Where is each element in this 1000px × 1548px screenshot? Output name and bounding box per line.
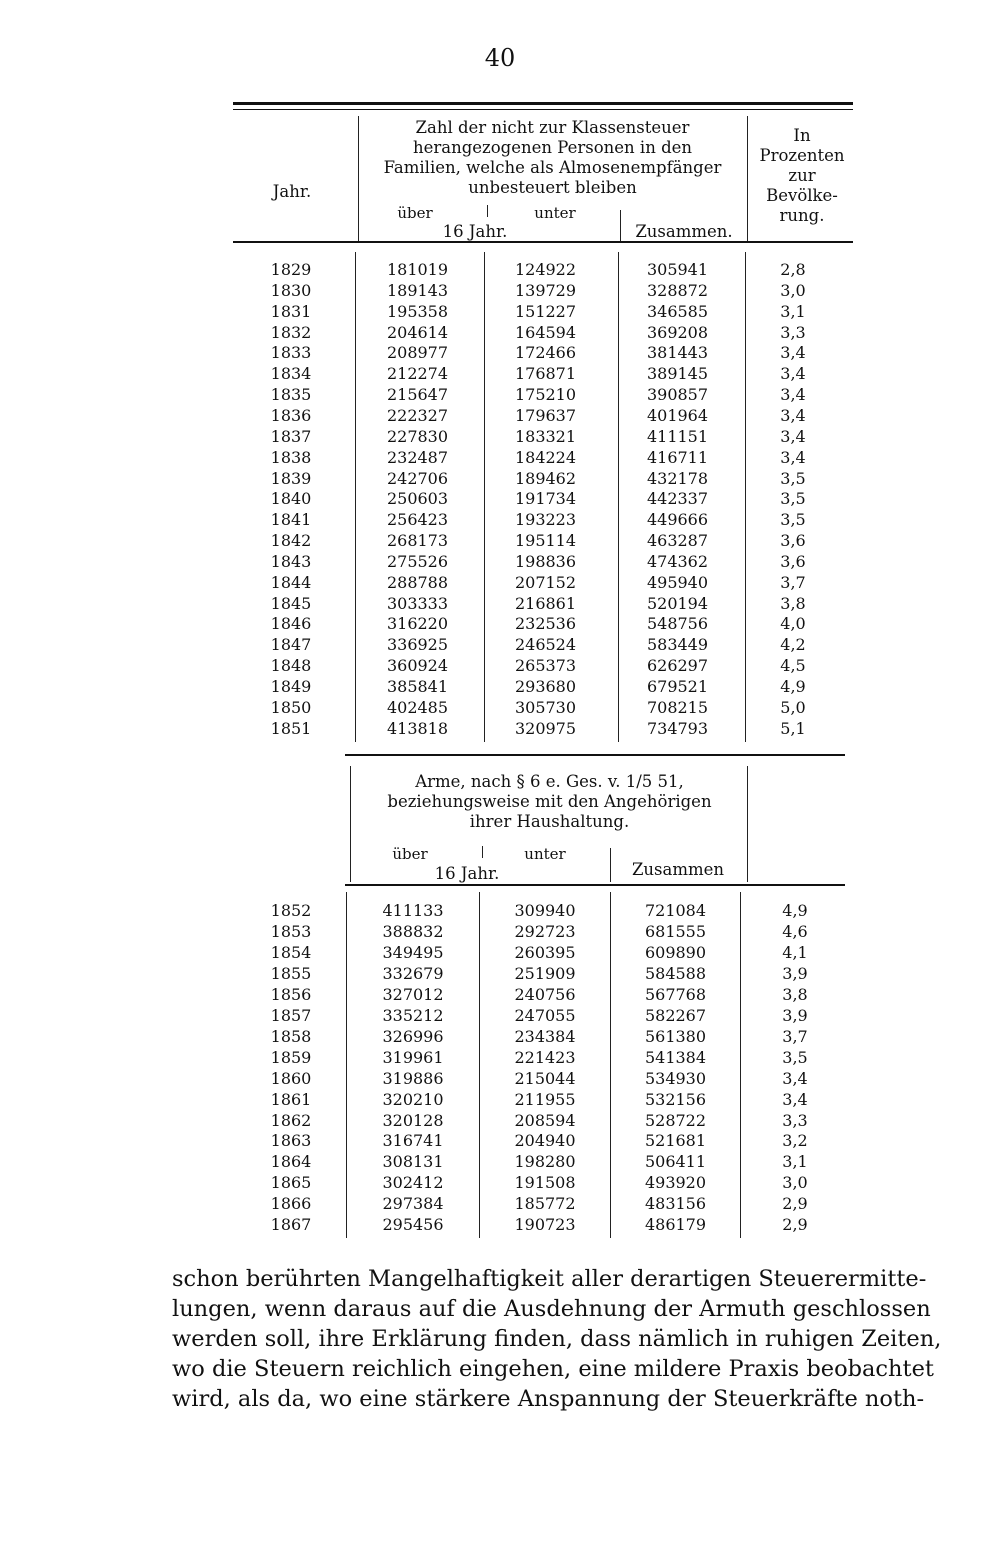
table1-pct-cell: 3,4 xyxy=(780,364,806,384)
table1-pct-cell: 3,1 xyxy=(780,301,806,321)
table2-year-cell: 1862 xyxy=(270,1110,312,1130)
table1-under-cell: 305730 xyxy=(514,697,577,717)
table2-pct-cell: 3,0 xyxy=(782,1173,808,1193)
table2-pct-cell: 2,9 xyxy=(782,1194,808,1214)
table2-over-cell: 388832 xyxy=(382,921,444,941)
table2-under-cell: 221423 xyxy=(514,1047,576,1067)
table1-year-cell: 1830 xyxy=(270,280,312,300)
table1-over-cell: 189143 xyxy=(386,280,449,300)
table1-divider xyxy=(620,210,621,241)
table1-under-cell: 293680 xyxy=(514,677,577,696)
table1-year-cell: 1843 xyxy=(270,551,312,571)
table1-year-cell: 1829 xyxy=(270,260,312,279)
table2-under-cell: 198280 xyxy=(514,1152,576,1172)
table1-total-cell: 679521 xyxy=(646,677,709,696)
table1-total-cell: 442337 xyxy=(646,489,709,509)
table1-over-cell: 250603 xyxy=(386,489,449,509)
table1-year-cell: 1848 xyxy=(270,656,312,676)
table1-total-cell: 389145 xyxy=(646,364,709,384)
table1-pct-header-line: zur xyxy=(788,166,816,185)
table2-year-cell: 1858 xyxy=(270,1026,312,1046)
table1-pct-cell: 3,3 xyxy=(780,322,806,342)
table2-under-cell: 292723 xyxy=(514,921,576,941)
table2-over-cell: 319886 xyxy=(382,1068,444,1088)
table2-total-cell: 681555 xyxy=(644,921,707,941)
table1-divider xyxy=(355,252,356,742)
table2-year-cell: 1855 xyxy=(270,963,312,983)
page-number: 40 xyxy=(484,44,516,72)
table2-pct-cell: 2,9 xyxy=(782,1215,808,1235)
table2-over-cell: 335212 xyxy=(382,1005,444,1025)
table1-total-cell: 548756 xyxy=(646,614,709,634)
table1-under-cell: 195114 xyxy=(514,531,577,551)
table1-pct-cell: 3,4 xyxy=(780,426,806,446)
table1-under-cell: 198836 xyxy=(514,551,577,571)
table1-over-cell: 195358 xyxy=(386,301,449,321)
table1-year-cell: 1835 xyxy=(270,385,312,405)
table1-pct-cell: 4,9 xyxy=(780,677,806,696)
table1-year-cell: 1842 xyxy=(270,531,312,551)
table1-over-cell: 256423 xyxy=(386,510,449,530)
table2-under-cell: 191508 xyxy=(514,1173,576,1193)
table1-top-rule-thin xyxy=(233,109,853,110)
table2-over-cell: 319961 xyxy=(382,1047,444,1067)
table1-sub-total: Zusammen. xyxy=(635,222,733,241)
table2-total-cell: 721084 xyxy=(644,901,707,920)
table2-pct-cell: 4,9 xyxy=(782,901,808,920)
table1-total-cell: 416711 xyxy=(646,447,709,467)
table1-total-cell: 449666 xyxy=(646,510,709,530)
table1-over-cell: 360924 xyxy=(386,656,449,676)
table2-year-cell: 1856 xyxy=(270,984,312,1004)
table2-over-cell: 411133 xyxy=(382,901,444,920)
table2-pct-cell: 3,4 xyxy=(782,1089,808,1109)
table1-under-cell: 232536 xyxy=(514,614,577,634)
table2-under-cell: 190723 xyxy=(514,1215,576,1235)
table2-year-cell: 1860 xyxy=(270,1068,312,1088)
table1-pct-cell: 3,4 xyxy=(780,343,806,363)
table1-over-cell: 232487 xyxy=(386,447,449,467)
table1-over-cell: 288788 xyxy=(386,572,449,592)
table1-year-cell: 1847 xyxy=(270,635,312,655)
table1-pct-cell: 3,6 xyxy=(780,531,806,551)
table1-pct-cell: 3,8 xyxy=(780,593,806,613)
table2-divider xyxy=(740,892,741,1238)
table1-year-cell: 1834 xyxy=(270,364,312,384)
table1-over-cell: 336925 xyxy=(386,635,449,655)
table2-pct-cell: 3,9 xyxy=(782,963,808,983)
table2-total-cell: 534930 xyxy=(644,1068,707,1088)
table2-total-cell: 528722 xyxy=(644,1110,707,1130)
table2-year-cell: 1861 xyxy=(270,1089,312,1109)
body-line: werden soll, ihre Erklärung finden, dass nämlich in ruhigen Zeiten, xyxy=(172,1326,942,1352)
table1-pct-cell: 4,2 xyxy=(780,635,806,655)
table2-divider xyxy=(350,766,351,882)
table1-under-cell: 191734 xyxy=(514,489,577,509)
table2-total-cell: 561380 xyxy=(644,1026,707,1046)
table1-sub-under: unter xyxy=(534,204,576,222)
table1-total-cell: 328872 xyxy=(646,280,709,300)
table2-year-cell: 1859 xyxy=(270,1047,312,1067)
table1-year-cell: 1839 xyxy=(270,468,312,488)
table1-under-cell: 164594 xyxy=(514,322,577,342)
table1-over-cell: 385841 xyxy=(386,677,449,696)
table2-divider xyxy=(610,848,611,882)
table1-main-header-line: Zahl der nicht zur Klassensteuer xyxy=(415,118,690,137)
table1-under-cell: 124922 xyxy=(514,260,577,279)
table1-under-cell: 151227 xyxy=(514,301,577,321)
table2-pct-cell: 3,1 xyxy=(782,1152,808,1172)
table1-under-cell: 139729 xyxy=(514,280,577,300)
table2-pct-cell: 4,6 xyxy=(782,921,808,941)
table2-year-cell: 1867 xyxy=(270,1215,312,1235)
table2-header-rule xyxy=(345,884,845,886)
table1-total-cell: 626297 xyxy=(646,656,709,676)
table1-total-cell: 411151 xyxy=(646,426,709,446)
table1-total-cell: 346585 xyxy=(646,301,709,321)
table1-under-cell: 207152 xyxy=(514,572,577,592)
table1-over-cell: 268173 xyxy=(386,531,449,551)
table1-over-cell: 316220 xyxy=(386,614,449,634)
table1-over-cell: 242706 xyxy=(386,468,449,488)
table2-under-cell: 260395 xyxy=(514,942,576,962)
table2-total-cell: 483156 xyxy=(644,1194,707,1214)
table2-divider xyxy=(747,766,748,882)
table2-under-cell: 211955 xyxy=(514,1089,576,1109)
table1-divider xyxy=(358,116,359,241)
table1-under-cell: 189462 xyxy=(514,468,577,488)
table1-header-rule xyxy=(233,241,853,243)
table2-divider xyxy=(610,892,611,1238)
table2-over-cell: 297384 xyxy=(382,1194,444,1214)
table2-total-cell: 506411 xyxy=(644,1152,707,1172)
table1-total-cell: 381443 xyxy=(646,343,709,363)
table1-year-cell: 1838 xyxy=(270,447,312,467)
table2-under-cell: 247055 xyxy=(514,1005,576,1025)
table2-year-cell: 1866 xyxy=(270,1194,312,1214)
table2-over-cell: 295456 xyxy=(382,1215,444,1235)
table1-year-header: Jahr. xyxy=(272,182,312,201)
table2-year-cell: 1865 xyxy=(270,1173,312,1193)
table2-under-cell: 208594 xyxy=(514,1110,576,1130)
table1-under-cell: 172466 xyxy=(514,343,577,363)
table1-year-cell: 1845 xyxy=(270,593,312,613)
table1-total-cell: 583449 xyxy=(646,635,709,655)
table1-total-cell: 369208 xyxy=(646,322,709,342)
table2-over-cell: 332679 xyxy=(382,963,444,983)
table2-divider xyxy=(479,892,480,1238)
table2-pct-cell: 3,9 xyxy=(782,1005,808,1025)
table1-pct-cell: 4,5 xyxy=(780,656,806,676)
table2-total-cell: 609890 xyxy=(644,942,707,962)
table1-pct-header-line: rung. xyxy=(779,206,825,225)
table1-over-cell: 222327 xyxy=(386,405,449,425)
table1-pct-cell: 3,5 xyxy=(780,510,806,530)
table1-under-cell: 183321 xyxy=(514,426,577,446)
table1-divider xyxy=(747,116,748,241)
table1-divider xyxy=(745,252,746,742)
table1-pct-cell: 3,5 xyxy=(780,468,806,488)
table2-pct-cell: 4,1 xyxy=(782,942,808,962)
table2-pct-cell: 3,4 xyxy=(782,1068,808,1088)
body-line: wo die Steuern reichlich eingehen, eine mildere Praxis beobachtet xyxy=(172,1356,934,1382)
table2-year-cell: 1854 xyxy=(270,942,312,962)
table1-main-header-line: unbesteuert bleiben xyxy=(468,178,637,197)
table2-over-cell: 302412 xyxy=(382,1173,444,1193)
table1-year-cell: 1849 xyxy=(270,677,312,696)
table1-pct-cell: 5,1 xyxy=(780,718,806,738)
table2-pct-cell: 3,3 xyxy=(782,1110,808,1130)
table1-year-cell: 1833 xyxy=(270,343,312,363)
table1-over-cell: 204614 xyxy=(386,322,449,342)
table2-over-cell: 316741 xyxy=(382,1131,444,1151)
table2-total-cell: 582267 xyxy=(644,1005,707,1025)
table2-over-cell: 320128 xyxy=(382,1110,444,1130)
table2-under-cell: 234384 xyxy=(514,1026,576,1046)
table1-year-cell: 1832 xyxy=(270,322,312,342)
table1-total-cell: 520194 xyxy=(646,593,709,613)
table2-main-header-line: Arme, nach § 6 e. Ges. v. 1/5 51, xyxy=(415,772,684,791)
table1-over-cell: 413818 xyxy=(386,718,449,738)
table2-sub-over: über xyxy=(392,845,428,863)
body-line: schon berührten Mangelhaftigkeit aller derartigen Steuerermitte- xyxy=(172,1266,927,1292)
table2-over-cell: 326996 xyxy=(382,1026,444,1046)
table2-pct-cell: 3,2 xyxy=(782,1131,808,1151)
table1-year-cell: 1851 xyxy=(270,718,312,738)
table1-total-cell: 708215 xyxy=(646,697,709,717)
table2-total-cell: 493920 xyxy=(644,1173,707,1193)
table2-year-cell: 1853 xyxy=(270,921,312,941)
table2-main-header xyxy=(352,772,747,832)
table1-total-cell: 474362 xyxy=(646,551,709,571)
table1-over-cell: 227830 xyxy=(386,426,449,446)
table1-pct-cell: 3,4 xyxy=(780,405,806,425)
table1-pct-cell: 2,8 xyxy=(780,260,806,279)
table1-over-cell: 275526 xyxy=(386,551,449,571)
table1-sub-age: 16 Jahr. xyxy=(442,222,508,241)
table1-under-cell: 184224 xyxy=(514,447,577,467)
body-paragraph xyxy=(172,1264,942,1414)
table2-divider xyxy=(482,846,483,858)
table1-pct-header-line: Prozenten xyxy=(759,146,845,165)
table1-pct-cell: 3,7 xyxy=(780,572,806,592)
table1-under-cell: 176871 xyxy=(514,364,577,384)
table1-over-cell: 215647 xyxy=(386,385,449,405)
table1-under-cell: 216861 xyxy=(514,593,577,613)
table2-year-cell: 1863 xyxy=(270,1131,312,1151)
table1-pct-cell: 3,4 xyxy=(780,385,806,405)
table2-over-cell: 320210 xyxy=(382,1089,444,1109)
table1-main-header-line: herangezogenen Personen in den xyxy=(412,138,693,157)
table1-year-cell: 1831 xyxy=(270,301,312,321)
table1-over-cell: 212274 xyxy=(386,364,449,384)
table2-sub-age: 16 Jahr. xyxy=(434,864,500,883)
table2-year-cell: 1857 xyxy=(270,1005,312,1025)
table2-under-cell: 204940 xyxy=(514,1131,576,1151)
table1-main-header xyxy=(355,118,750,198)
table1-total-cell: 463287 xyxy=(646,531,709,551)
table2-pct-cell: 3,7 xyxy=(782,1026,808,1046)
table2-over-cell: 349495 xyxy=(382,942,444,962)
table1-year-cell: 1846 xyxy=(270,614,312,634)
table1-pct-cell: 5,0 xyxy=(780,697,806,717)
table1-under-cell: 246524 xyxy=(514,635,577,655)
table1-main-header-line: Familien, welche als Almosenempfänger xyxy=(383,158,722,177)
table2-pct-cell: 3,8 xyxy=(782,984,808,1004)
table1-total-cell: 495940 xyxy=(646,572,709,592)
table1-pct-cell: 3,4 xyxy=(780,447,806,467)
table1-pct-cell: 3,6 xyxy=(780,551,806,571)
table2-year-cell: 1864 xyxy=(270,1152,312,1172)
table1-total-cell: 305941 xyxy=(646,260,709,279)
table1-under-cell: 175210 xyxy=(514,385,577,405)
table2-under-cell: 251909 xyxy=(514,963,576,983)
table1-pct-cell: 3,5 xyxy=(780,489,806,509)
table1-year-cell: 1837 xyxy=(270,426,312,446)
table2-over-cell: 327012 xyxy=(382,984,444,1004)
table2-under-cell: 215044 xyxy=(514,1068,576,1088)
body-line: wird, als da, wo eine stärkere Anspannung der Steuerkräfte noth- xyxy=(172,1386,925,1412)
table2-pct-cell: 3,5 xyxy=(782,1047,808,1067)
table2-total-cell: 532156 xyxy=(644,1089,707,1109)
table2-total-cell: 567768 xyxy=(644,984,707,1004)
table2-sub-under: unter xyxy=(524,845,566,863)
table1-pct-header-line: Bevölke- xyxy=(766,186,838,205)
table1-pct-header-line: In xyxy=(793,126,811,145)
table1-top-rule xyxy=(233,102,853,105)
table1-year-cell: 1840 xyxy=(270,489,312,509)
table1-pct-header xyxy=(752,126,852,226)
table2-main-header-line: beziehungsweise mit den Angehörigen xyxy=(387,792,712,811)
table1-under-cell: 265373 xyxy=(514,656,577,676)
table1-total-cell: 734793 xyxy=(646,718,709,738)
table1-year-cell: 1841 xyxy=(270,510,312,530)
table1-total-cell: 432178 xyxy=(646,468,709,488)
table1-year-cell: 1844 xyxy=(270,572,312,592)
table1-year-cell: 1836 xyxy=(270,405,312,425)
table2-year-cell: 1852 xyxy=(270,901,312,920)
table1-under-cell: 179637 xyxy=(514,405,577,425)
table1-year-cell: 1850 xyxy=(270,697,312,717)
table1-divider xyxy=(487,205,488,217)
table1-total-cell: 401964 xyxy=(646,405,709,425)
table2-total-cell: 541384 xyxy=(644,1047,707,1067)
table1-divider xyxy=(484,252,485,742)
table2-under-cell: 185772 xyxy=(514,1194,576,1214)
body-line: lungen, wenn daraus auf die Ausdehnung der Armuth geschlossen xyxy=(172,1296,931,1322)
table2-total-cell: 486179 xyxy=(644,1215,707,1235)
table2-under-cell: 240756 xyxy=(514,984,576,1004)
table1-sub-over: über xyxy=(397,204,433,222)
table2-over-cell: 308131 xyxy=(382,1152,444,1172)
table1-under-cell: 193223 xyxy=(514,510,577,530)
table2-total-cell: 521681 xyxy=(644,1131,707,1151)
table1-over-cell: 181019 xyxy=(386,260,449,279)
table1-pct-cell: 3,0 xyxy=(780,280,806,300)
table2-main-header-line: ihrer Haushaltung. xyxy=(469,812,630,831)
table1-total-cell: 390857 xyxy=(646,385,709,405)
table1-over-cell: 208977 xyxy=(386,343,449,363)
table1-over-cell: 303333 xyxy=(386,593,449,613)
table1-divider xyxy=(618,252,619,742)
table2-under-cell: 309940 xyxy=(514,901,576,920)
table1-over-cell: 402485 xyxy=(386,697,449,717)
table2-sub-total: Zusammen xyxy=(631,860,725,879)
table1-under-cell: 320975 xyxy=(514,718,577,738)
table2-divider xyxy=(346,892,347,1238)
table1-bottom-rule xyxy=(345,754,845,756)
table2-total-cell: 584588 xyxy=(644,963,707,983)
table1-pct-cell: 4,0 xyxy=(780,614,806,634)
